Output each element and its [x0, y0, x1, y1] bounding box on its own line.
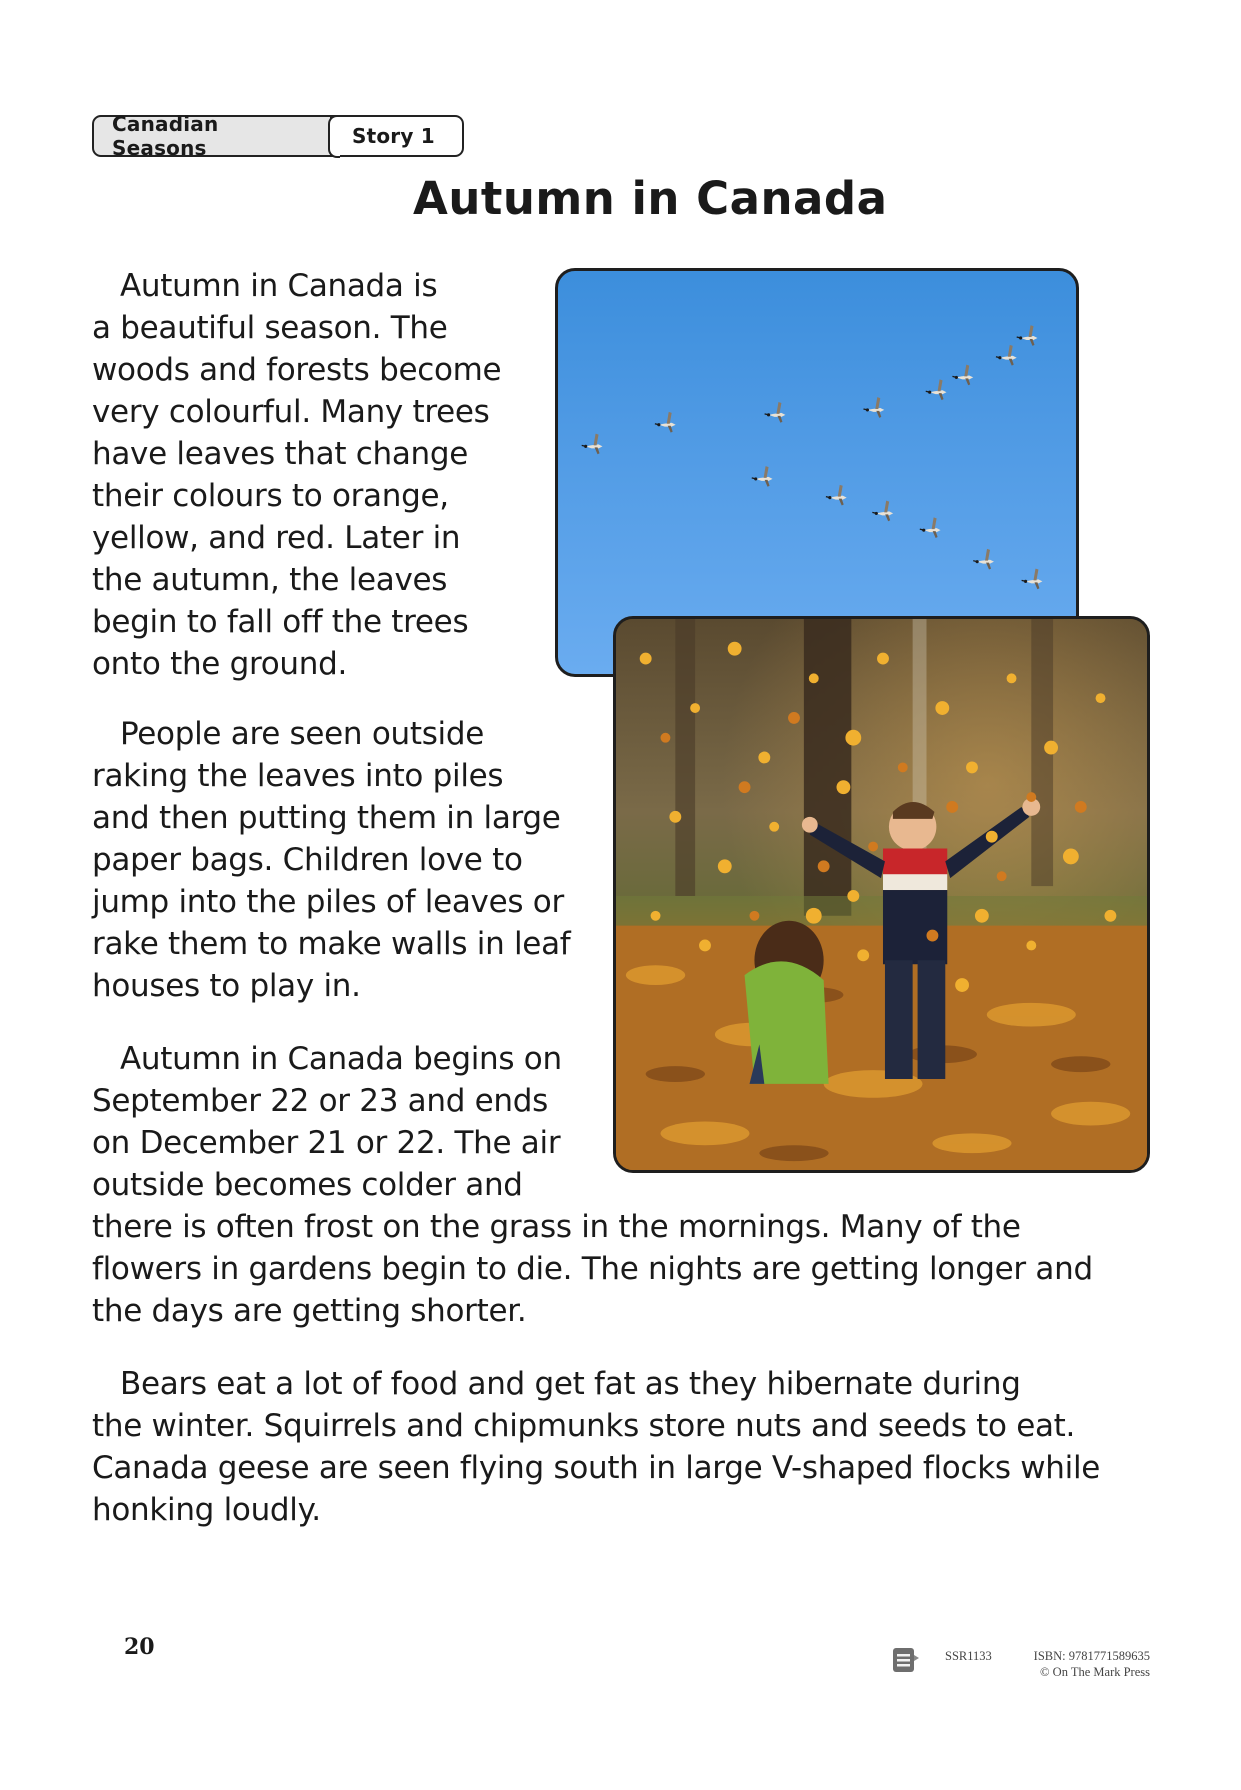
text-line: a beautiful season. The	[92, 310, 448, 346]
text-line: have leaves that change	[92, 436, 469, 472]
children-leaves-photo	[613, 616, 1150, 1173]
text-line: raking the leaves into piles	[92, 758, 504, 794]
paragraph-2	[92, 713, 570, 1007]
text-line: and then putting them in large	[92, 800, 561, 836]
page-number: 20	[124, 1634, 155, 1660]
text-line: the autumn, the leaves	[92, 562, 448, 598]
text-line: honking loudly.	[92, 1492, 321, 1528]
text-line: begin to fall off the trees	[92, 604, 469, 640]
story-label	[332, 115, 464, 157]
autumn-leaves-scene-icon	[616, 619, 1147, 1170]
text-line: paper bags. Children love to	[92, 842, 523, 878]
text-line: Bears eat a lot of food and get fat as they hibernate during	[120, 1366, 1021, 1402]
page-title: Autumn in Canada	[413, 172, 888, 225]
series-label-text: Canadian Seasons	[112, 112, 219, 160]
publication-info	[945, 1648, 1150, 1680]
story-label-text: Story 1	[352, 124, 435, 148]
text-line: on December 21 or 22. The air	[92, 1125, 561, 1161]
text-line: very colourful. Many trees	[92, 394, 490, 430]
story-header-tabs	[92, 112, 464, 160]
text-line: the winter. Squirrels and chipmunks store nuts and seeds to eat.	[92, 1408, 1076, 1444]
text-line: jump into the piles of leaves or	[92, 884, 564, 920]
paragraph-4	[92, 1363, 1100, 1531]
text-line: the days are getting shorter.	[92, 1293, 527, 1329]
copyright: © On The Mark Press	[1040, 1665, 1150, 1679]
text-line: there is often frost on the grass in the mornings. Many of the	[92, 1209, 1021, 1245]
text-line: woods and forests become	[92, 352, 502, 388]
text-line: Autumn in Canada begins on	[120, 1041, 562, 1077]
text-line: People are seen outside	[120, 716, 485, 752]
product-code: SSR1133	[945, 1649, 992, 1663]
geese-flock-icon	[558, 271, 1076, 674]
text-line: their colours to orange,	[92, 478, 449, 514]
text-line: yellow, and red. Later in	[92, 520, 461, 556]
text-line: onto the ground.	[92, 646, 348, 682]
publisher-logo-icon	[892, 1647, 920, 1673]
series-label	[92, 112, 332, 160]
text-line: flowers in gardens begin to die. The nights are getting longer and	[92, 1251, 1093, 1287]
paragraph-1	[92, 265, 501, 685]
text-line: Canada geese are seen flying south in large V-shaped flocks while	[92, 1450, 1101, 1486]
text-line: houses to play in.	[92, 968, 361, 1004]
text-line: September 22 or 23 and ends	[92, 1083, 548, 1119]
text-line: outside becomes colder and	[92, 1167, 523, 1203]
isbn: ISBN: 9781771589635	[1033, 1649, 1150, 1663]
text-line: Autumn in Canada is	[120, 268, 438, 304]
text-line: rake them to make walls in leaf	[92, 926, 571, 962]
